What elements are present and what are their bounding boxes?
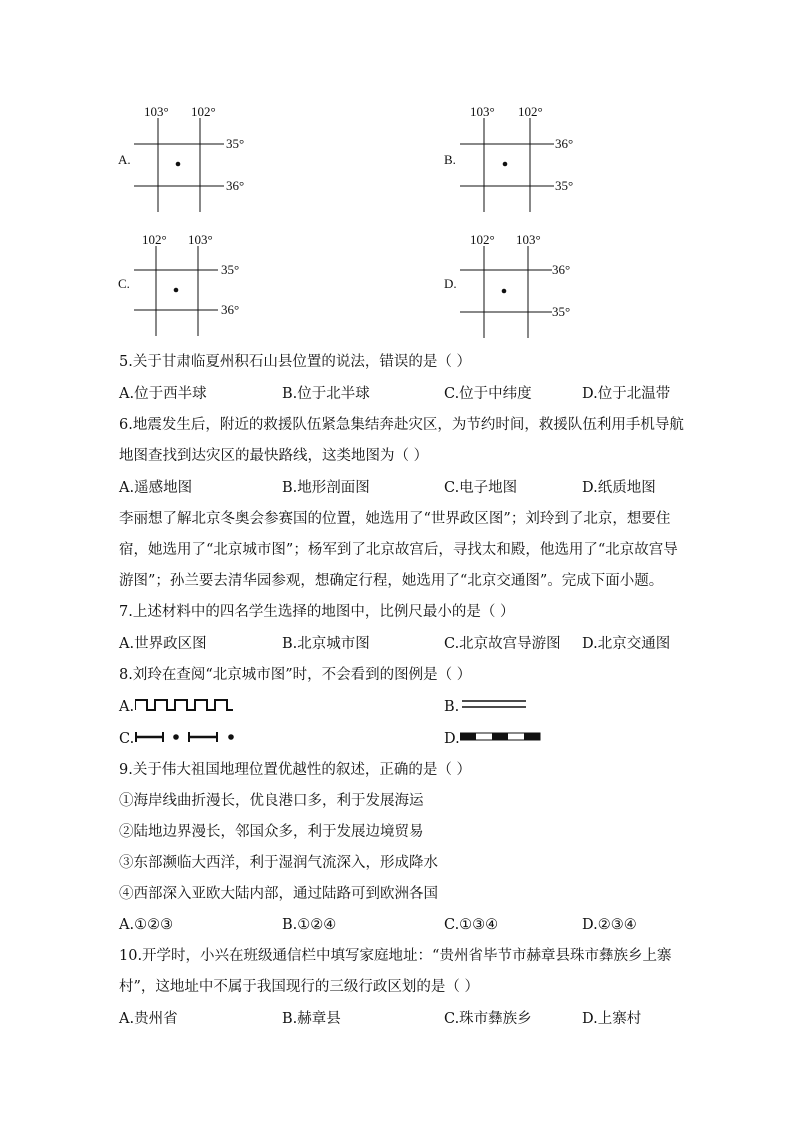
location-dot [503,162,508,167]
material-line2: 宿，她选用了“北京城市图”；杨军到了北京故宫后，寻找太和殿，他选用了“北京故宫导 [119,542,678,558]
legend-railway-symbol [460,729,550,745]
q9-statement-3: ③东部濒临大西洋，利于湿润气流深入，形成降水 [119,855,438,871]
diagram-d [444,228,604,344]
q10-option-d: D.上寨村 [582,1011,642,1027]
q7-option-c: C.北京故宫导游图 [444,636,561,652]
diagram-c [118,228,268,344]
q9-option-b: B.①②④ [282,917,337,933]
q10-option-b: B.赫章县 [282,1011,341,1027]
q9-stem: 9.关于伟大祖国地理位置优越性的叙述，正确的是（ ） [119,762,471,778]
diagram-c-lon-left: 102° [142,232,167,247]
q7-option-d: D.北京交通图 [582,636,671,652]
q6-option-c: C.电子地图 [444,480,518,496]
q9-statement-2: ②陆地边界漫长，邻国众多，利于发展边境贸易 [119,824,424,840]
diagram-c-letter: C. [118,276,130,291]
location-dot [174,288,179,293]
q8-option-a [119,697,134,717]
q6-stem-line2: 地图查找到达灾区的最快路线，这类地图为（ ） [119,448,429,464]
q8-stem: 8.刘玲在查阅“北京城市图”时，不会看到的图例是（ ） [119,667,472,683]
q7-option-b: B.北京城市图 [282,636,370,652]
diagram-b-lat-bottom: 35° [555,178,574,193]
diagram-a-lon-right: 102° [191,104,216,119]
q9-statement-4: ④西部深入亚欧大陆内部，通过陆路可到欧洲各国 [119,886,438,902]
diagram-c-lon-right: 103° [188,232,213,247]
q8-option-a-letter: A. [119,699,135,715]
q5-option-b: B.位于北半球 [282,386,370,402]
diagram-a-lat-bottom: 36° [226,178,245,193]
diagram-a-lon-left: 103° [144,104,169,119]
material-line3: 游图”；孙兰要去清华园参观，想确定行程，她选用了“北京交通图”。完成下面小题。 [119,573,664,589]
q8-option-c-letter: C. [119,731,135,747]
q10-option-c: C.珠市彝族乡 [444,1011,532,1027]
diagram-d-letter: D. [444,276,457,291]
q8-option-b [444,697,459,717]
q7-stem: 7.上述材料中的四名学生选择的地图中，比例尺最小的是（ ） [119,604,515,620]
q6-option-b: B.地形剖面图 [282,480,370,496]
q5-stem: 5.关于甘肃临夏州积石山县位置的说法，错误的是（ ） [119,354,471,370]
q7-option-a: A.世界政区图 [119,636,207,652]
location-dot [176,162,181,167]
legend-double-line-road-symbol [460,697,530,713]
q10-stem-line1: 10.开学时，小兴在班级通信栏中填写家庭地址：“贵州省毕节市赫章县珠市彝族乡上寨 [119,948,672,964]
q6-option-a: A.遥感地图 [119,480,193,496]
diagram-b-lon-right: 102° [518,104,543,119]
q9-option-d: D.②③④ [582,917,637,933]
diagram-a [118,100,268,218]
location-dot [502,289,507,294]
material-line1: 李丽想了解北京冬奥会参赛国的位置，她选用了“世界政区图”；刘玲到了北京，想要住 [119,511,671,527]
q10-stem-line2: 村”，这地址中不属于我国现行的三级行政区划的是（ ） [119,979,480,995]
diagram-c-lat-top: 35° [221,262,240,277]
q8-option-c [119,729,134,749]
q9-statement-1: ①海岸线曲折漫长，优良港口多，利于发展海运 [119,793,424,809]
diagram-d-lat-top: 36° [552,262,571,277]
diagram-c-lat-bottom: 36° [221,302,240,317]
diagram-b-lon-left: 103° [470,104,495,119]
legend-national-boundary-symbol [135,729,245,745]
q5-option-d: D.位于北温带 [582,386,671,402]
q5-option-a: A.位于西半球 [119,386,207,402]
diagram-d-lat-bottom: 35° [552,304,571,319]
q8-option-d-letter: D. [444,731,460,747]
q8-option-d [444,729,460,749]
q8-option-b-letter: B. [444,699,460,715]
diagram-d-lon-left: 102° [470,232,495,247]
legend-provincial-boundary-symbol [135,697,235,713]
diagram-d-lon-right: 103° [516,232,541,247]
diagram-a-lat-top: 35° [226,136,245,151]
q6-option-d: D.纸质地图 [582,480,656,496]
q9-option-a: A.①②③ [119,917,174,933]
diagram-a-letter: A. [118,152,131,167]
diagram-b [444,100,604,218]
q5-option-c: C.位于中纬度 [444,386,532,402]
diagram-b-lat-top: 36° [555,136,574,151]
q10-option-a: A.贵州省 [119,1011,178,1027]
diagram-b-letter: B. [444,152,456,167]
q6-stem-line1: 6.地震发生后，附近的救援队伍紧急集结奔赴灾区，为节约时间，救援队伍利用手机导航 [119,417,684,433]
q9-option-c: C.①③④ [444,917,499,933]
